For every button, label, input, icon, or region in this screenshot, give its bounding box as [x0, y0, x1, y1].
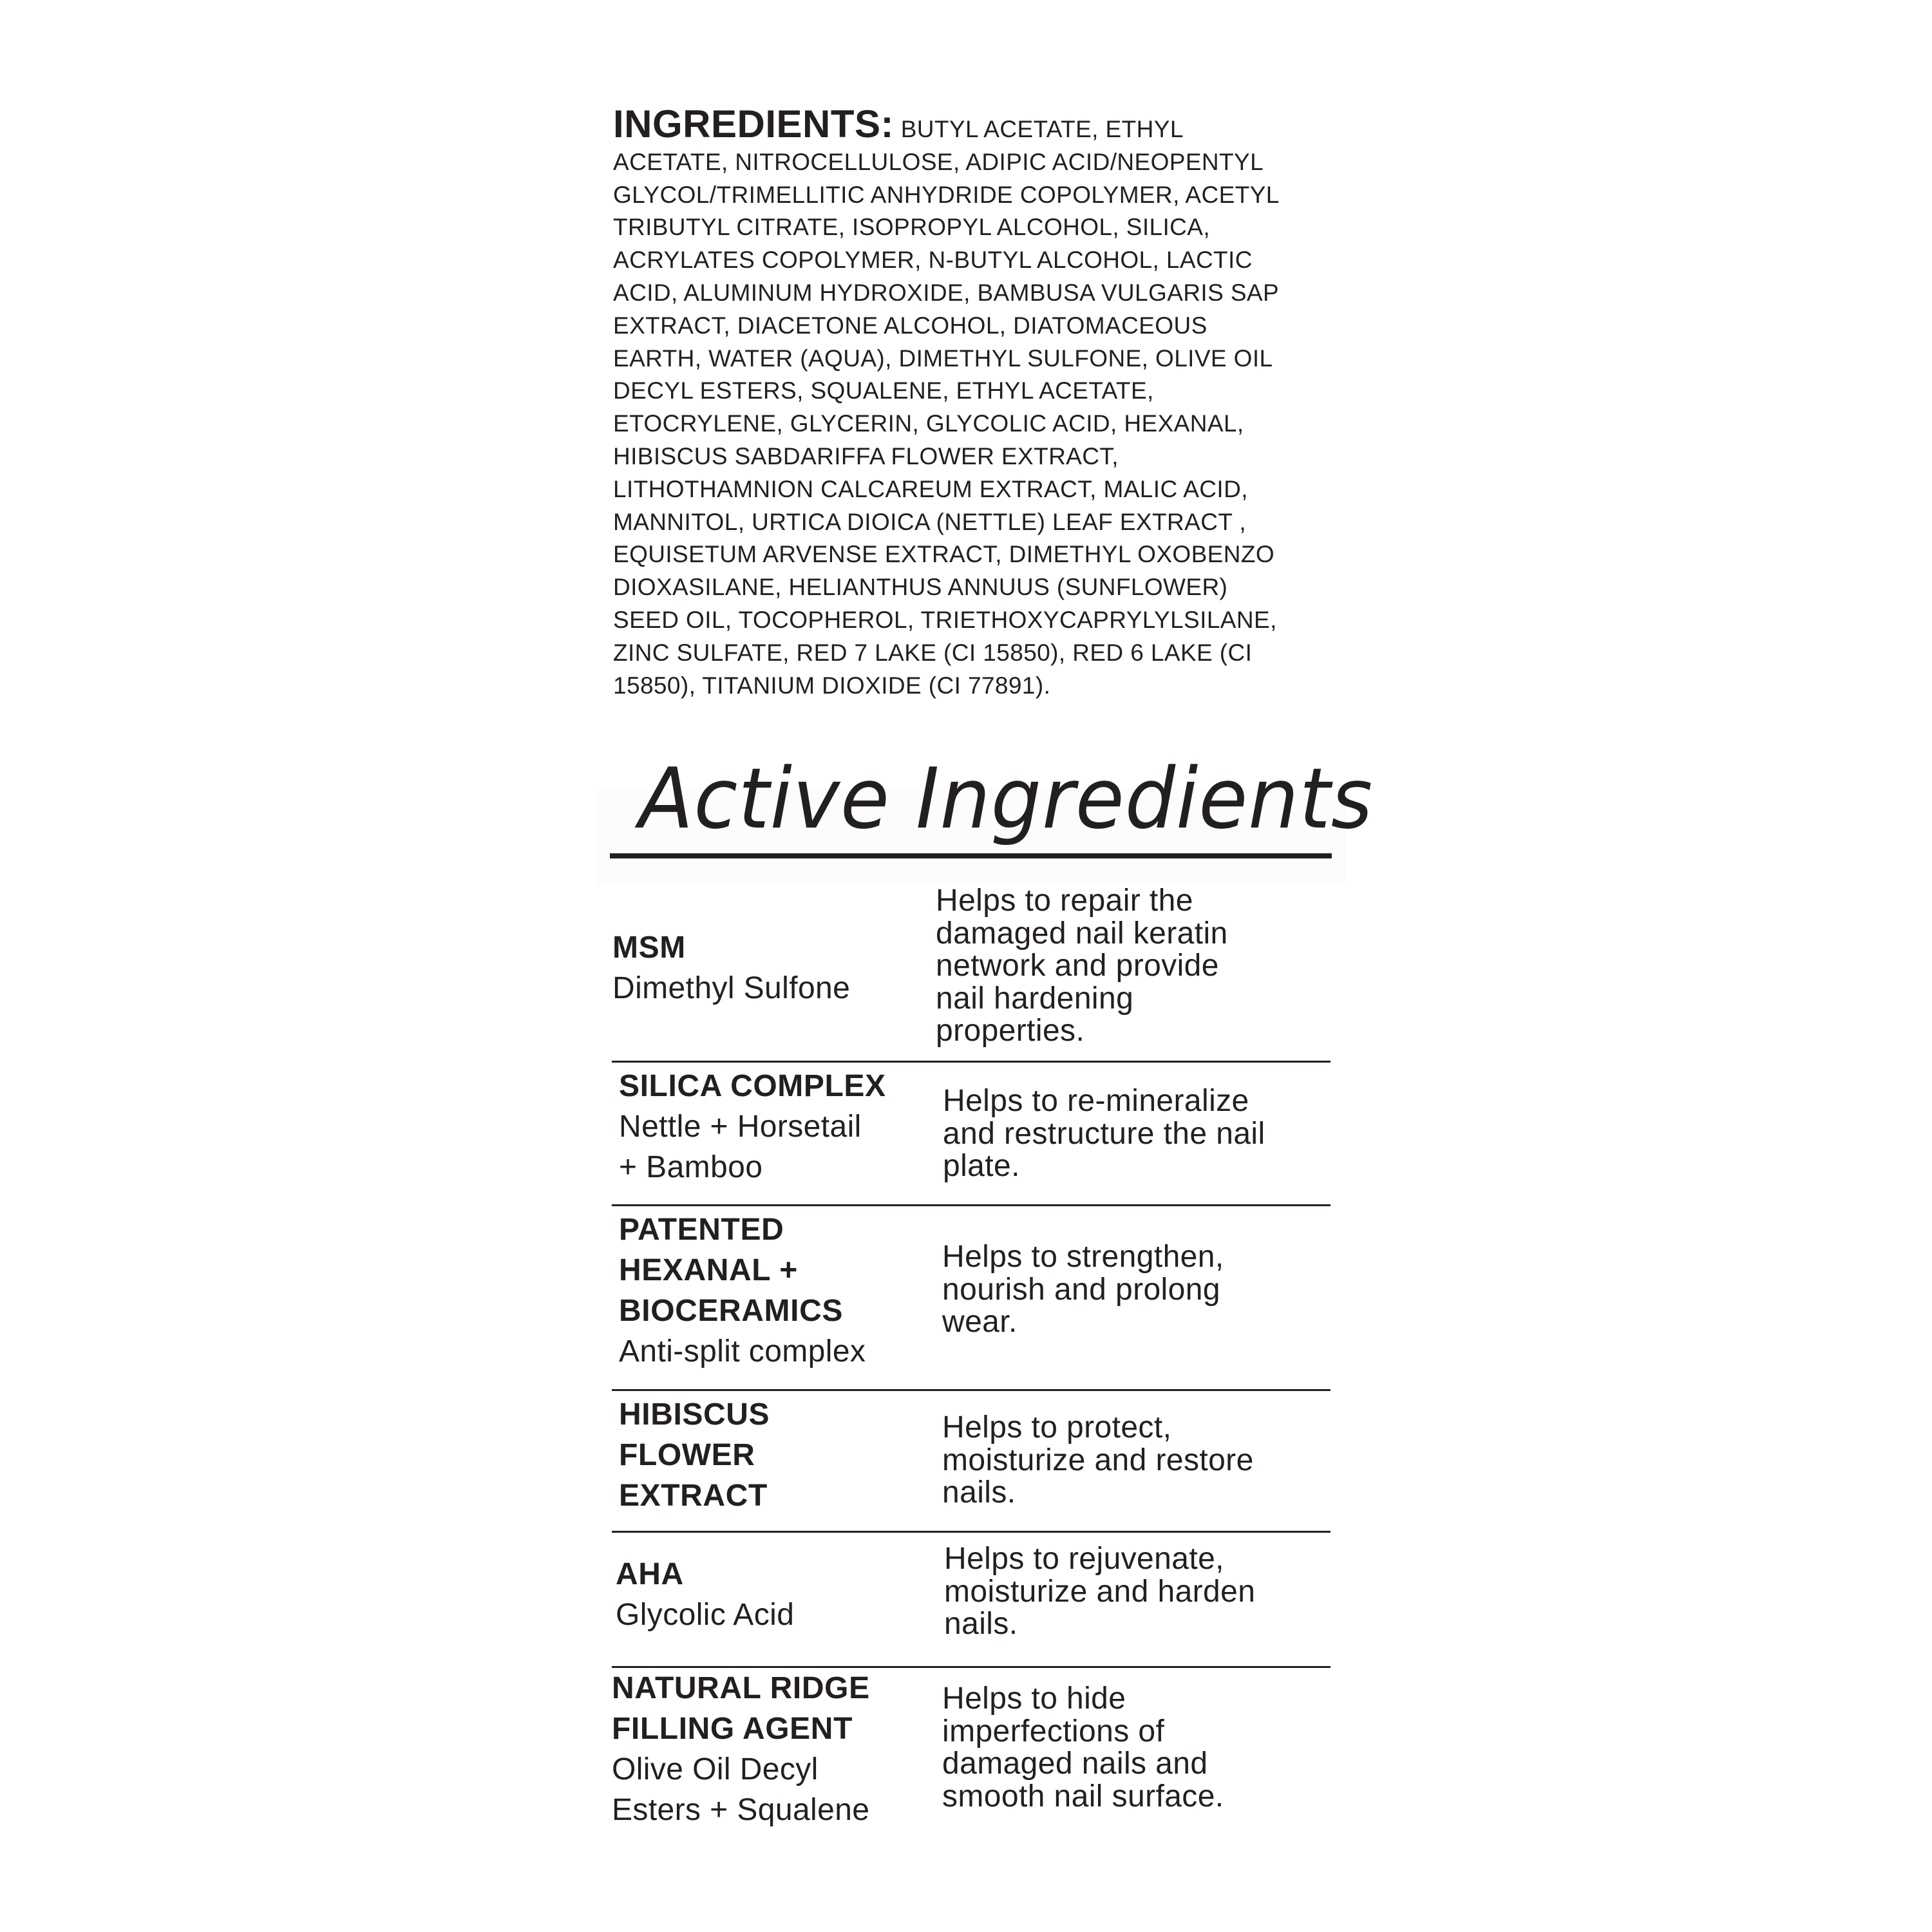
ingredient-subtitle: Dimethyl Sulfone [612, 971, 851, 1005]
ingredient-subtitle: Glycolic Acid [616, 1598, 795, 1632]
description-line: moisturize and harden [944, 1574, 1256, 1609]
ingredient-name-cell [619, 1209, 866, 1372]
ingredient-description [942, 1683, 1224, 1813]
description-line: wear. [942, 1305, 1018, 1339]
ingredient-name: FILLING AGENT [612, 1712, 853, 1746]
active-ingredient-row [612, 1391, 1331, 1533]
ingredients-line: GLYCOL/TRIMELLITIC ANHYDRIDE COPOLYMER, ACETYL [613, 181, 1280, 208]
ingredient-description [942, 1412, 1254, 1510]
ingredients-line: 15850), TITANIUM DIOXIDE (CI 77891). [613, 672, 1051, 699]
active-ingredient-row [612, 1063, 1331, 1206]
ingredients-line: DECYL ESTERS, SQUALENE, ETHYL ACETATE, [613, 377, 1154, 404]
description-line: properties. [936, 1014, 1085, 1048]
active-ingredient-row [612, 1533, 1331, 1668]
ingredients-line: ZINC SULFATE, RED 7 LAKE (CI 15850), RED 6 LAKE (CI [613, 639, 1253, 666]
description-line: Helps to repair the [936, 884, 1193, 918]
ingredients-line: EARTH, WATER (AQUA), DIMETHYL SULFONE, OLIVE OIL [613, 345, 1273, 372]
description-line: Helps to re-mineralize [943, 1084, 1249, 1118]
ingredient-name: FLOWER [619, 1438, 755, 1472]
ingredient-subtitle: + Bamboo [619, 1150, 763, 1184]
ingredient-description [942, 1241, 1224, 1339]
active-ingredients-title: Active Ingredients [639, 750, 1374, 848]
ingredient-name: SILICA COMPLEX [619, 1069, 886, 1103]
ingredients-line: ETOCRYLENE, GLYCERIN, GLYCOLIC ACID, HEXANAL, [613, 410, 1244, 437]
ingredients-line: MANNITOL, URTICA DIOICA (NETTLE) LEAF EXTRACT , [613, 508, 1247, 535]
ingredient-name: HIBISCUS [619, 1397, 770, 1432]
description-line: nails. [944, 1607, 1018, 1641]
ingredients-line: BUTYL ACETATE, ETHYL [900, 116, 1184, 142]
ingredient-name: NATURAL RIDGE [612, 1671, 870, 1705]
title-underline-divider [610, 853, 1332, 858]
description-line: nourish and prolong [942, 1272, 1220, 1307]
ingredients-line: LITHOTHAMNION CALCAREUM EXTRACT, MALIC ACID, [613, 475, 1248, 502]
description-line: nails. [942, 1475, 1016, 1510]
ingredients-line: TRIBUTYL CITRATE, ISOPROPYL ALCOHOL, SILICA, [613, 214, 1211, 241]
description-line: Helps to strengthen, [942, 1240, 1224, 1274]
description-line: smooth nail surface. [942, 1779, 1224, 1814]
ingredients-line: EXTRACT, DIACETONE ALCOHOL, DIATOMACEOUS [613, 312, 1208, 339]
ingredient-name-cell [616, 1554, 794, 1635]
ingredient-name: MSM [612, 931, 686, 965]
description-line: nail hardening [936, 981, 1134, 1016]
active-ingredient-row [612, 882, 1331, 1063]
ingredient-name-cell [612, 927, 850, 1009]
description-line: Helps to protect, [942, 1410, 1172, 1444]
ingredient-name-cell [619, 1394, 770, 1516]
description-line: and restructure the nail [943, 1116, 1265, 1151]
ingredient-name: PATENTED [619, 1213, 784, 1247]
ingredients-first-line [613, 102, 1334, 146]
description-line: moisturize and restore [942, 1443, 1254, 1477]
ingredients-line: EQUISETUM ARVENSE EXTRACT, DIMETHYL OXOBENZO [613, 541, 1275, 568]
description-line: imperfections of [942, 1714, 1165, 1748]
ingredients-line: ACRYLATES COPOLYMER, N-BUTYL ALCOHOL, LACTIC [613, 247, 1253, 274]
ingredient-subtitle: Olive Oil Decyl [612, 1752, 819, 1786]
ingredient-name: EXTRACT [619, 1479, 768, 1513]
ingredient-description [943, 1085, 1265, 1183]
ingredient-name-cell [612, 1668, 870, 1830]
ingredients-line: SEED OIL, TOCOPHEROL, TRIETHOXYCAPRYLYLSILANE, [613, 606, 1277, 633]
active-ingredient-row [612, 1206, 1331, 1391]
ingredient-name-cell [619, 1066, 886, 1188]
ingredients-line: DIOXASILANE, HELIANTHUS ANNUUS (SUNFLOWER) [613, 574, 1228, 601]
ingredient-description [936, 885, 1228, 1048]
description-line: Helps to hide [942, 1681, 1126, 1716]
description-line: plate. [943, 1149, 1020, 1183]
ingredient-name: BIOCERAMICS [619, 1294, 843, 1328]
description-line: network and provide [936, 949, 1219, 983]
ingredient-name: AHA [616, 1557, 684, 1591]
ingredient-subtitle: Nettle + Horsetail [619, 1110, 862, 1144]
ingredients-line: HIBISCUS SABDARIFFA FLOWER EXTRACT, [613, 442, 1119, 469]
ingredients-line: ACID, ALUMINUM HYDROXIDE, BAMBUSA VULGARIS SAP [613, 279, 1280, 306]
ingredients-block [613, 102, 1334, 702]
ingredient-subtitle: Esters + Squalene [612, 1793, 870, 1827]
ingredient-name: HEXANAL + [619, 1253, 798, 1287]
ingredient-description [944, 1543, 1255, 1641]
description-line: damaged nails and [942, 1747, 1208, 1781]
description-line: Helps to rejuvenate, [944, 1542, 1224, 1576]
active-ingredient-row [612, 1668, 1331, 1861]
ingredients-heading: INGREDIENTS: [613, 102, 895, 146]
ingredients-line: ACETATE, NITROCELLULOSE, ADIPIC ACID/NEOPENTYL [613, 148, 1264, 175]
ingredient-subtitle: Anti-split complex [619, 1334, 866, 1368]
description-line: damaged nail keratin [936, 916, 1228, 951]
